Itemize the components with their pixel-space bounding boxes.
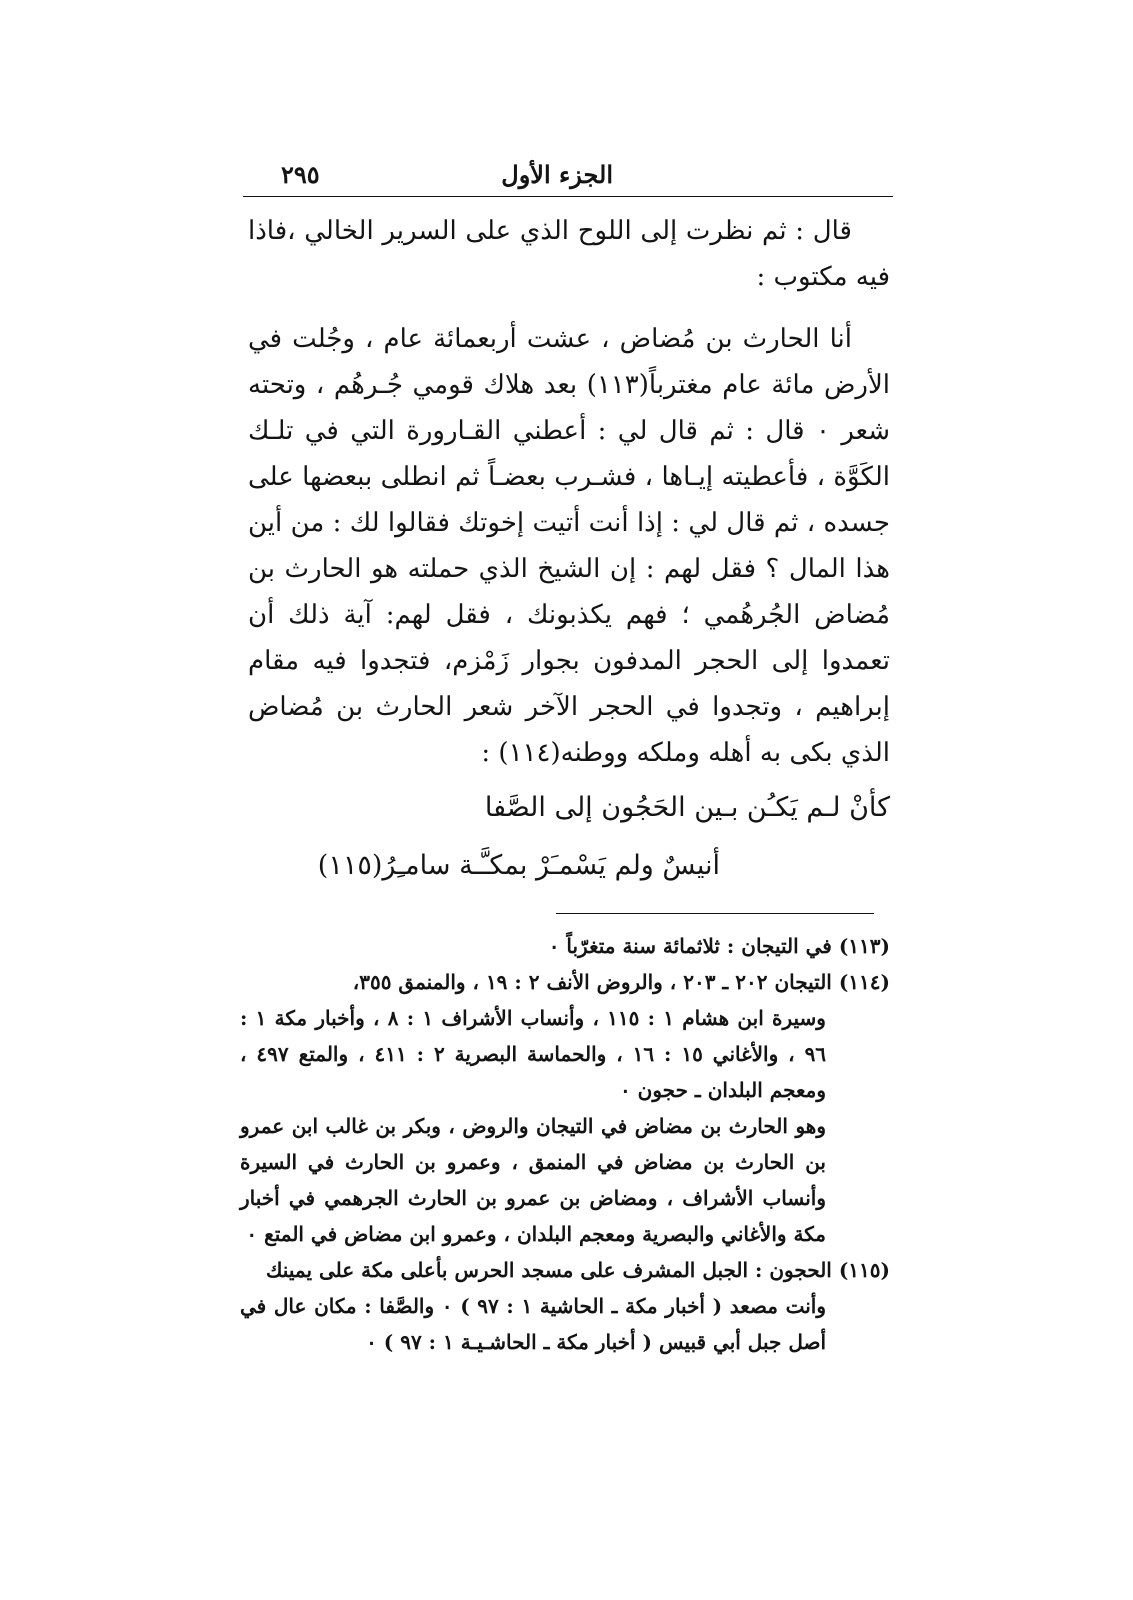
header-rule <box>243 196 893 197</box>
paragraph-1: قال : ثم نظرت إلى اللوح الذي على السرير الخالي ،فاذا فيه مكتوب : <box>248 216 890 292</box>
verse-line-1: كأنْ لـم يَكـُن بـين الحَجُون إلى الصَّفا <box>484 792 890 823</box>
footnote-115: (١١٥) الحجون : الجبل المشرف على مسجد الحرس بأعلى مكة على يمينك <box>265 1258 890 1282</box>
footnote-separator <box>556 913 874 914</box>
footnote-114-note: وهو الحارث بن مضاض في التيجان والروض ، وبكر بن غالب ابن عمرو بن الحارث بن مضاض في المنمق ، وعمرو بن الحارث في السيرة وأنساب الأشراف ، ومضاض بن عمرو بن الحارث الجرهمي في أخبار مكة والأغاني والبصرية ومعجم البلدان ، وعمرو ابن مضاض في المتع ۰ <box>240 1114 826 1246</box>
footnotes <box>240 928 890 1360</box>
verse-line-2: أنيسٌ ولم يَسْمـَرْ بمكـَّـة سامـِرُ(١١٥) <box>317 850 720 881</box>
footnote-114: (١١٤) التيجان ٢٠٢ ـ ٢٠٣ ، والروض الأنف ٢ : ١٩ ، والمنمق ٣٥٥، <box>352 970 890 994</box>
footnote-114-continuation: وسيرة ابن هشام ١ : ١١٥ ، وأنساب الأشراف ١ : ٨ ، وأخبار مكة ١ : ٩٦ ، والأغاني ١٥ : ١٦ ، والحماسة البصرية ٢ : ٤١١ ، والمتع ٤٩٧ ، ومعجم البلدان ـ حجون ۰ <box>240 1006 827 1102</box>
paragraph-2: أنا الحارث بن مُضاض ، عشت أربعمائة عام ، وجُلت في الأرض مائة عام مغترباً(١١٣) بعد هلاك قومي جُـرهُم ، وتحته شعر ۰ قال : ثم قال لي : أعطني القـارورة التي في تلـك الكَوَّة ، فأعطيته إيـاها ، فشـرب بعضـاً ثم انطلى ببعضها على جسده ، ثم قال لي : إذا أنت أتيت إخوتك فقالوا لك : من أين هذا المال ؟ فقل لهم : إن الشيخ الذي حملته هو الحارث بن مُضاض الجُرهُمي ؛ فهم يكذبونك ، فقل لهم: آية ذلك أن تعمدوا إلى الحجر المدفون بجوار زَمْزم، فتجدوا فيه مقام إبراهيم ، وتجدوا في الحجر الآخر شعر الحارث بن مُضاض الذي بكى به أهله وملكه ووطنه(١١٤) : <box>248 324 890 768</box>
footnote-113: (١١٣) في التيجان : ثلاثمائة سنة متغرّباً ۰ <box>548 934 890 958</box>
running-title: الجزء الأول <box>501 160 613 189</box>
main-text <box>248 208 890 776</box>
page-header <box>243 158 893 194</box>
page-number: ٢٩٥ <box>281 160 320 189</box>
footnote-115-continuation: وأنت مصعد ( أخبار مكة ـ الحاشية ١ : ٩٧ ) ۰ والصَّفا : مكان عال في أصل جبل أبي قبيس ( أخبار مكة ـ الحاشـيـة ١ : ٩٧ ) ۰ <box>240 1294 827 1354</box>
